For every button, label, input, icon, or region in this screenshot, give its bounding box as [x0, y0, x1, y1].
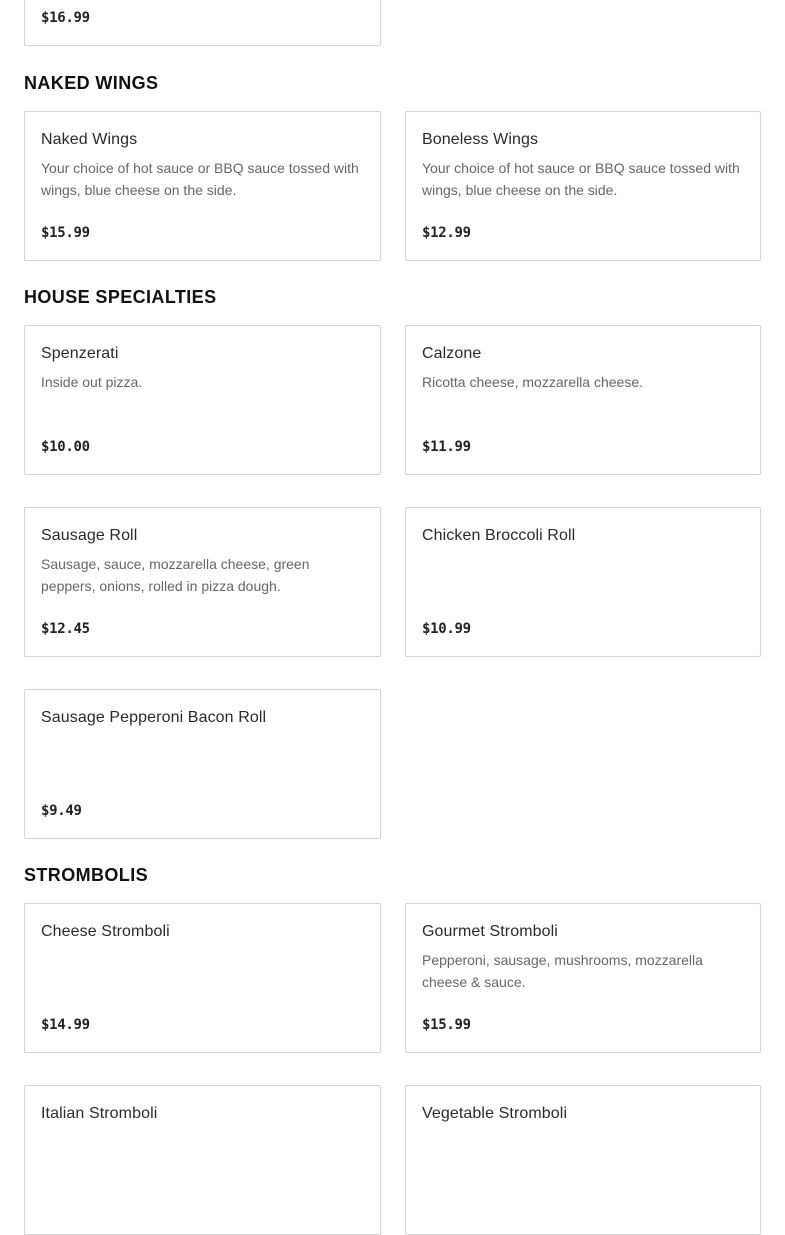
item-description: Sausage, sauce, mozzarella cheese, green peppers, onions, rolled in pizza dough.	[41, 556, 310, 594]
menu-item-boneless-wings[interactable]	[405, 111, 761, 261]
item-name: Gourmet Stromboli	[422, 923, 558, 940]
item-name: Naked Wings	[41, 131, 138, 148]
item-name: Cheese Stromboli	[41, 923, 170, 940]
menu-item-sausage-pepperoni-bacon-roll[interactable]	[24, 689, 381, 839]
item-description: Ricotta cheese, mozzarella cheese.	[422, 374, 643, 390]
item-price: $16.99	[41, 10, 90, 26]
item-price: $14.99	[41, 1017, 90, 1033]
item-description: Inside out pizza.	[41, 374, 143, 390]
item-name: Sausage Roll	[41, 527, 138, 544]
item-price: $12.99	[422, 225, 471, 241]
item-price: $15.99	[422, 1017, 471, 1033]
menu-item-vegetable-stromboli[interactable]	[405, 1085, 761, 1235]
item-name: Calzone	[422, 345, 482, 362]
item-name: Vegetable Stromboli	[422, 1105, 568, 1122]
item-description: Your choice of hot sauce or BBQ sauce tossed with wings, blue cheese on the side.	[41, 160, 359, 198]
item-name: Chicken Broccoli Roll	[422, 527, 576, 544]
section-title-naked-wings: NAKED WINGS	[24, 73, 159, 93]
item-price: $9.49	[41, 803, 82, 819]
item-price: $10.00	[41, 439, 90, 455]
menu-item-chicken-broccoli-roll[interactable]	[405, 507, 761, 657]
item-name: Italian Stromboli	[41, 1105, 158, 1122]
item-name: Spenzerati	[41, 345, 119, 362]
item-description: Pepperoni, sausage, mushrooms, mozzarella cheese & sauce.	[422, 952, 703, 990]
menu-item-spenzerati[interactable]	[24, 325, 381, 475]
menu-item-gourmet-stromboli[interactable]	[405, 903, 761, 1053]
menu-item-italian-stromboli[interactable]	[24, 1085, 381, 1235]
item-price: $15.99	[41, 225, 90, 241]
item-name: Sausage Pepperoni Bacon Roll	[41, 709, 267, 726]
item-description: Your choice of hot sauce or BBQ sauce tossed with wings, blue cheese on the side.	[422, 160, 740, 198]
item-price: $12.45	[41, 621, 90, 637]
section-title-house-specialties: HOUSE SPECIALTIES	[24, 287, 217, 307]
menu-item-naked-wings[interactable]	[24, 111, 381, 261]
section-title-strombolis: STROMBOLIS	[24, 865, 148, 885]
menu-item-card[interactable]	[24, 0, 381, 46]
item-price: $11.99	[422, 439, 471, 455]
item-name: Boneless Wings	[422, 131, 539, 148]
menu-item-cheese-stromboli[interactable]	[24, 903, 381, 1053]
menu-item-sausage-roll[interactable]	[24, 507, 381, 657]
menu-item-calzone[interactable]	[405, 325, 761, 475]
item-price: $10.99	[422, 621, 471, 637]
